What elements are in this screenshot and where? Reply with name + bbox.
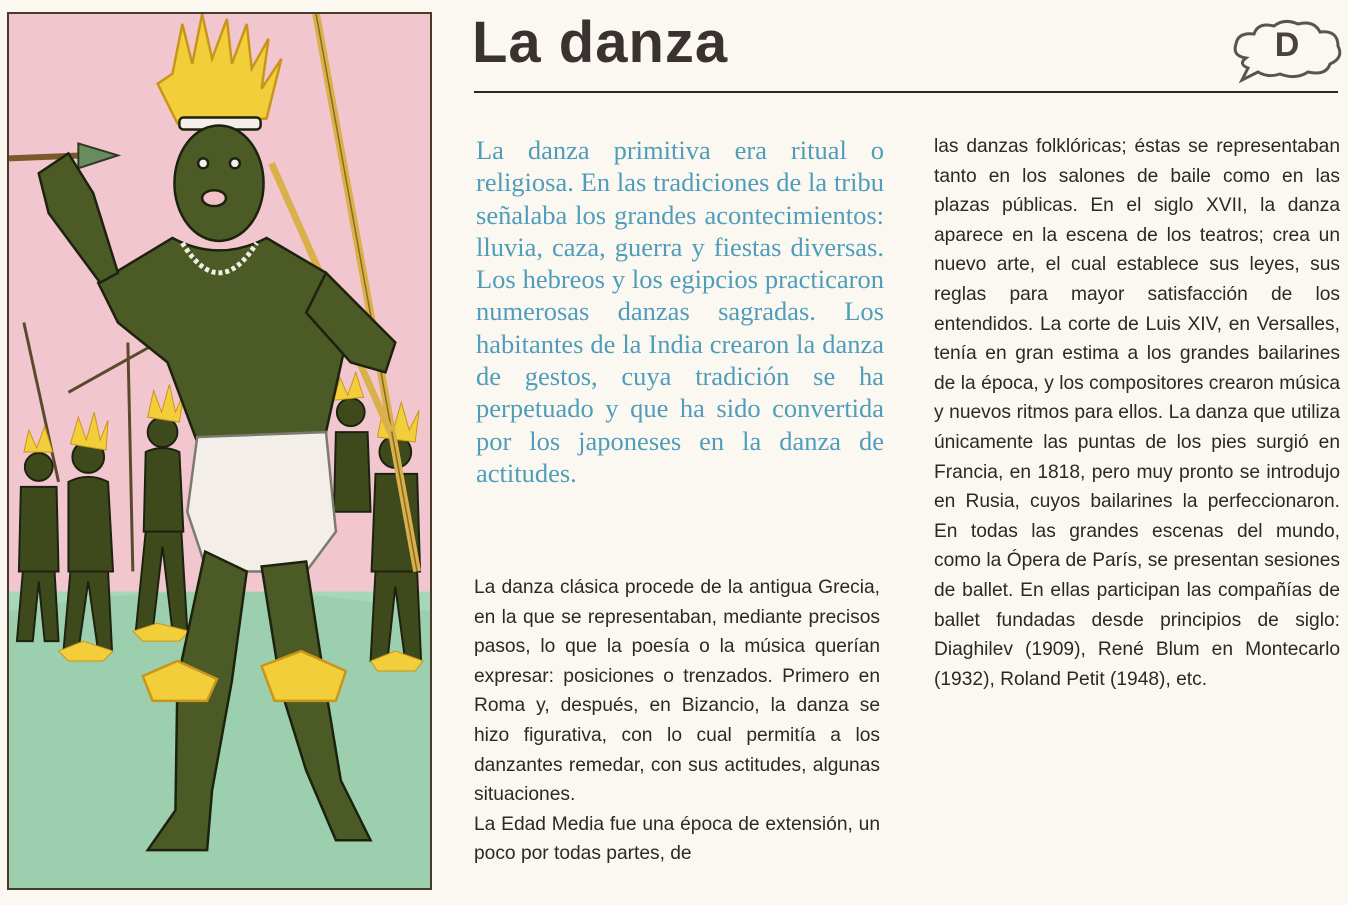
body-column-right	[934, 132, 1340, 694]
tribal-dance-illustration	[7, 12, 432, 890]
title-divider	[474, 91, 1338, 93]
body-column-left	[474, 573, 880, 869]
page-title: La danza	[472, 10, 729, 75]
body-paragraph-middle-ages: La Edad Media fue una época de extensión, un poco por todas partes, de	[474, 813, 880, 865]
body-paragraph-classical: La danza clásica procede de la antigua Grecia, en la que se representaban, mediante precisos pasos, lo que la poesía o la música querían expresar: posiciones o trenzados. Primero en Roma y, después, en Bizancio, la danza se hizo figurativa, con lo cual permitía a los danzantes remedar, con sus actitudes, algunas situaciones.	[474, 577, 880, 806]
dance-scene-drawing	[9, 14, 430, 888]
intro-paragraph: La danza primitiva era ritual o religiosa. En las tradiciones de la tribu señalaba los grandes acontecimientos: lluvia, caza, guerra y fiestas diversas. Los hebreos y los egipcios practicaron numerosas danzas sagradas. Los habitantes de la India crearon la danza de gestos, cuya tradición se ha perpetuado y que ha sido convertida por los japoneses en la danza de actitudes.	[476, 135, 884, 488]
badge-letter: D	[1274, 26, 1300, 64]
section-badge	[1228, 18, 1346, 84]
body-paragraph-folk-ballet: las danzas folklóricas; éstas se representaban tanto en los salones de baile como en las plazas públicas. En el siglo XVII, la danza aparece en la escena de los teatros; crea un nuevo arte, el cual establece sus leyes, sus reglas para mayor satisfacción de los entendidos. La corte de Luis XIV, en Versalles, tenía en gran estima a los grandes bailarines de la época, y los compositores crearon música y nuevos ritmos para ellos. La danza que utiliza únicamente las puntas de los pies surgió en Francia, en 1818, pero muy pronto se introdujo en Rusia, cuyos bailarines la perfeccionaron. En todas las grandes escenas del mundo, como la Ópera de París, se presentan sesiones de ballet. En ellas participan las compañías de ballet fundadas desde principios de siglo: Diaghilev (1909), René Blum en Montecarlo (1932), Roland Petit (1948), etc.	[934, 136, 1340, 690]
